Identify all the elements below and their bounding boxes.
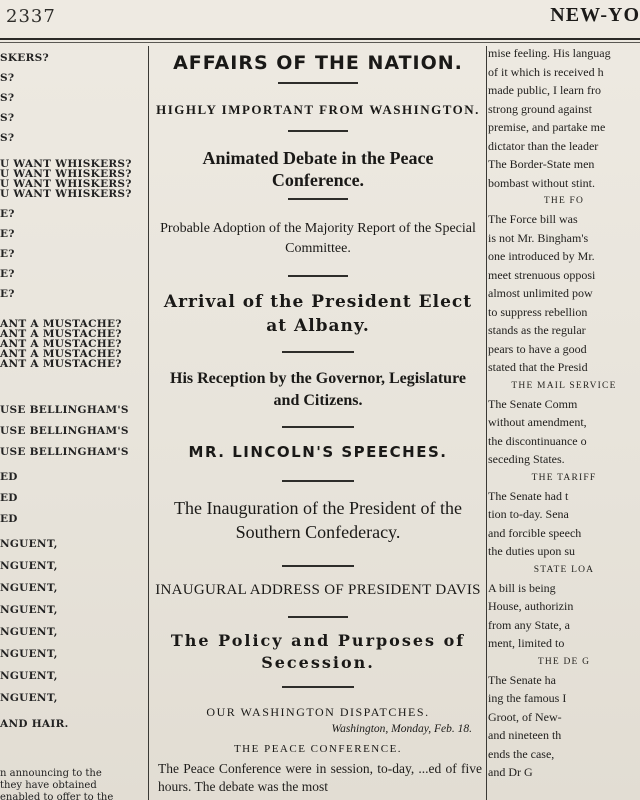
center-column-article [152, 46, 484, 800]
column-text-line: made public, I learn fro [488, 83, 601, 97]
column-text-line: and forcible speech [488, 525, 582, 540]
heading-lincoln-speeches: MR. LINCOLN'S SPEECHES. [188, 443, 448, 461]
ad-line: AND HAIR. [0, 718, 69, 730]
ad-line: NGUENT, [0, 582, 58, 594]
column-text-line: A bill is being [488, 580, 556, 595]
divider-rule [282, 480, 354, 482]
ad-line: E? [0, 248, 15, 260]
column-text-line: ends the case, [488, 746, 555, 761]
ad-line: E? [0, 288, 15, 300]
column-divider-left [148, 46, 149, 800]
ad-line: U WANT WHISKERS? [0, 158, 132, 170]
ad-line: ED [0, 471, 18, 483]
ad-line: ANT A MUSTACHE? [0, 348, 122, 360]
ad-line: SKERS? [0, 52, 49, 64]
column-text-line: of it which is received h [488, 64, 604, 79]
divider-rule [288, 130, 348, 132]
ad-line: USE BELLINGHAM'S [0, 425, 129, 437]
column-text-line: Groot, of New- [488, 709, 562, 724]
column-text-line: The Force bill was [488, 212, 578, 226]
column-text-line: and nineteen th [488, 728, 562, 742]
ad-line: ANT A MUSTACHE? [0, 318, 122, 330]
masthead-rule [0, 42, 640, 43]
section-label: THE PEACE CONFERENCE. [233, 743, 403, 755]
right-column-article [488, 46, 640, 800]
heading-policy-secession: The Policy and Purposes of Secession. [170, 631, 466, 672]
ad-line: E? [0, 268, 15, 280]
section-subheading: THE FO [543, 196, 585, 206]
article-title: AFFAIRS OF THE NATION. [173, 52, 463, 74]
column-text-line: dictator than the leader [488, 138, 599, 153]
divider-rule [282, 686, 354, 688]
divider-rule [288, 616, 348, 618]
heading-majority-report: Probable Adoption of the Majority Report of the Special Committee. [160, 221, 476, 256]
column-text-line: premise, and partake me [488, 120, 606, 134]
column-text-line: mise feeling. His languag [488, 46, 611, 60]
column-text-line: without amendment, [488, 415, 587, 429]
dateline: Washington, Monday, Feb. 18. [331, 723, 472, 735]
column-text-line: almost unlimited pow [488, 286, 593, 300]
ad-line: S? [0, 72, 15, 84]
ad-line: NGUENT, [0, 538, 58, 550]
heading-arrival-albany: Arrival of the President Elect at Albany. [163, 292, 473, 336]
ad-line: ANT A MUSTACHE? [0, 328, 122, 340]
ad-body-line: enabled to offer to the [0, 792, 114, 800]
ad-line: ANT A MUSTACHE? [0, 358, 122, 370]
column-text-line: and Dr G [488, 765, 533, 779]
divider-rule [288, 198, 348, 200]
heading-reception: His Reception by the Governor, Legislature and Citizens. [170, 370, 466, 409]
ad-line: S? [0, 92, 15, 104]
heading-washington-dispatches: OUR WASHINGTON DISPATCHES. [206, 705, 430, 719]
heading-inaugural-address: INAUGURAL ADDRESS OF PRESIDENT DAVIS [155, 582, 481, 598]
divider-rule [282, 426, 354, 428]
ad-line: USE BELLINGHAM'S [0, 446, 129, 458]
ad-body-line: n announcing to the [0, 768, 102, 779]
ad-line: NGUENT, [0, 692, 58, 704]
column-text-line: meet strenuous opposi [488, 267, 596, 282]
column-text-line: one introduced by Mr. [488, 249, 595, 263]
column-text-line: The Senate ha [488, 672, 556, 687]
masthead [0, 0, 640, 40]
ad-line: U WANT WHISKERS? [0, 168, 132, 180]
column-text-line: is not Mr. Bingham's [488, 230, 589, 245]
column-text-line: The Senate Comm [488, 396, 578, 411]
ad-line: NGUENT, [0, 560, 58, 572]
ad-body-line: they have obtained [0, 780, 97, 791]
column-text-line: ing the famous I [488, 691, 567, 705]
section-subheading: THE MAIL SERVICE [511, 380, 617, 391]
ad-line: U WANT WHISKERS? [0, 188, 132, 200]
left-column-advertisement [0, 48, 146, 800]
ad-line: NGUENT, [0, 626, 58, 638]
ad-line: ED [0, 492, 18, 504]
column-text-line: tion to-day. Sena [488, 507, 569, 521]
ad-line: E? [0, 228, 15, 240]
ad-line: S? [0, 132, 15, 144]
column-text-line: ment, limited to [488, 636, 565, 650]
ad-line: S? [0, 112, 15, 124]
ad-line: E? [0, 208, 15, 220]
column-text-line: The Border-State men [488, 157, 595, 171]
column-text-line: stands as the regular [488, 323, 586, 337]
column-text-line: stated that the Presid [488, 360, 588, 374]
column-text-line: The Senate had t [488, 488, 569, 503]
heading-highly-important: HIGHLY IMPORTANT FROM WASHINGTON. [156, 102, 480, 117]
heading-inauguration: The Inauguration of the President of the Southern Confederacy. [174, 498, 462, 542]
section-subheading: STATE LOA [533, 564, 595, 575]
divider-rule [288, 275, 348, 277]
heading-peace-conference: Animated Debate in the Peace Conference. [202, 148, 434, 190]
column-text-line: seceding States. [488, 452, 565, 466]
page-number: 2337 [6, 6, 56, 27]
ad-line: NGUENT, [0, 648, 58, 660]
section-subheading: THE DE G [537, 656, 591, 667]
column-text-line: the duties upon su [488, 544, 575, 558]
ad-line: ANT A MUSTACHE? [0, 338, 122, 350]
column-text-line: House, authorizin [488, 599, 574, 613]
newspaper-name: NEW-YO [550, 4, 640, 26]
divider-rule [282, 351, 354, 353]
article-body: The Peace Conference were in session, to-day, ...ed of five hours. The debate was the most [158, 761, 482, 794]
column-text-line: pears to have a good [488, 341, 587, 356]
divider-rule [278, 82, 358, 84]
ad-line: NGUENT, [0, 670, 58, 682]
column-text-line: from any State, a [488, 617, 570, 632]
ad-line: USE BELLINGHAM'S [0, 404, 129, 416]
section-subheading: THE TARIFF [531, 472, 597, 483]
column-text-line: to suppress rebellion [488, 304, 588, 319]
column-text-line: strong ground against [488, 101, 592, 116]
column-divider-right [486, 46, 487, 800]
ad-line: ED [0, 513, 18, 525]
ad-line: U WANT WHISKERS? [0, 178, 132, 190]
divider-rule [282, 565, 354, 567]
ad-line: NGUENT, [0, 604, 58, 616]
column-text-line: the discontinuance o [488, 433, 587, 448]
column-text-line: bombast without stint. [488, 175, 596, 190]
